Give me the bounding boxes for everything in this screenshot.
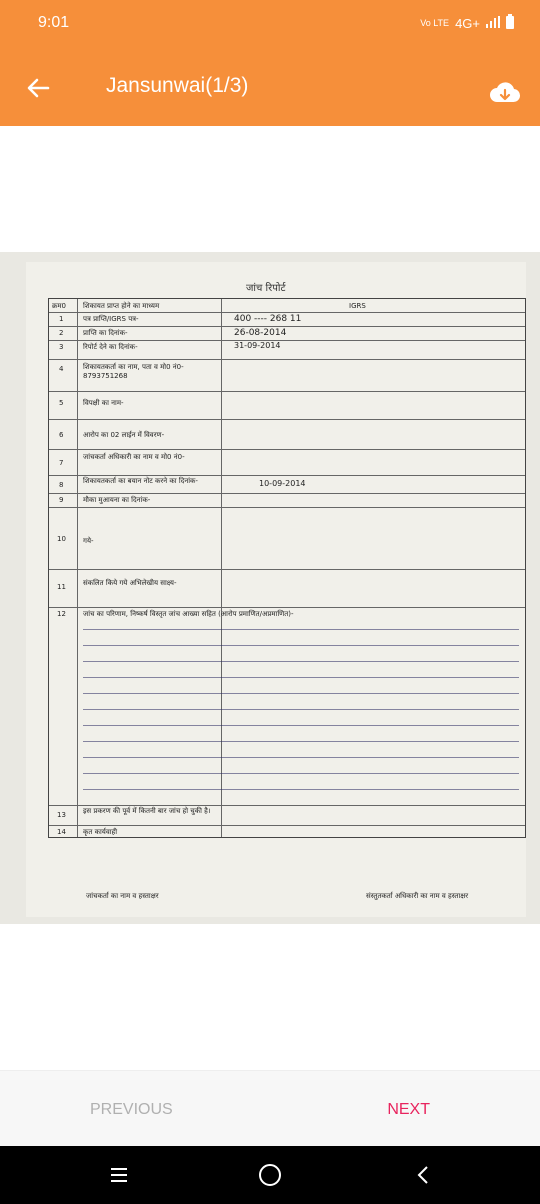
report-table	[48, 298, 526, 838]
row-label: आरोप का 02 लाईन में विवरण-	[83, 431, 165, 439]
row-label: गये-	[83, 537, 94, 545]
row-no: 4	[59, 365, 64, 373]
table-row-line	[49, 359, 525, 360]
document-title: जांच रिपोर्ट	[246, 283, 286, 294]
row-label: जांचकर्ता अधिकारी का नाम व मो0 नं0-	[83, 453, 185, 461]
pager-footer	[0, 1070, 540, 1147]
table-row-line	[49, 391, 525, 392]
cloud-download-icon[interactable]	[488, 76, 522, 110]
table-row-line	[49, 825, 525, 826]
row-label: विपक्षी का नाम-	[83, 399, 124, 407]
row-label: संकलित किये गये अभिलेखीय साक्ष्य-	[83, 579, 177, 587]
handwriting-line	[83, 629, 519, 630]
signal-icon	[486, 16, 500, 31]
system-nav-bar	[0, 1146, 540, 1204]
table-header-source: शिकायत प्राप्त होने का माध्यम	[83, 302, 160, 310]
table-header-no: क्रम0	[52, 302, 67, 310]
previous-button[interactable]: PREVIOUS	[90, 1101, 173, 1118]
status-icons	[420, 14, 514, 32]
row-no: 13	[57, 811, 66, 819]
row-label: कृत कार्यवाही	[83, 828, 118, 836]
page-title: Jansunwai(1/3)	[106, 74, 249, 97]
row-label: शिकायतकर्ता का बयान नोट करने का दिनांक-	[83, 477, 198, 485]
row-no: 7	[59, 459, 64, 467]
row-no: 5	[59, 399, 64, 407]
back-arrow-icon[interactable]	[22, 72, 54, 104]
table-row-line	[49, 805, 525, 806]
table-row-line	[49, 569, 525, 570]
handwriting-line	[83, 645, 519, 646]
status-time: 9:01	[38, 14, 70, 31]
document-image	[0, 252, 540, 924]
handwriting-line	[83, 709, 519, 710]
row-label: इस प्रकरण की पूर्व में कितनी बार जांच हो चुकी है।	[83, 807, 211, 815]
back-icon[interactable]	[408, 1160, 438, 1190]
row-no: 12	[57, 610, 66, 618]
row-no: 14	[57, 828, 66, 836]
table-row-line	[49, 340, 525, 341]
document-footer-right: संस्तुतकर्ता अधिकारी का नाम व हस्ताक्षर	[366, 892, 469, 900]
row-value: 26-08-2014	[234, 328, 287, 338]
row-label: रिपोर्ट देने का दिनांक-	[83, 343, 138, 351]
row-label: प्राप्ति का दिनांक-	[83, 329, 128, 337]
row-no: 6	[59, 431, 64, 439]
row-no: 1	[59, 315, 64, 323]
row-no: 2	[59, 329, 64, 337]
handwriting-line	[83, 693, 519, 694]
recent-apps-icon[interactable]	[104, 1160, 134, 1190]
status-bar	[0, 0, 540, 50]
row-value: 10-09-2014	[259, 479, 306, 488]
handwriting-line	[83, 773, 519, 774]
row-label: मौका मुआयना का दिनांक-	[83, 496, 151, 504]
network-label: 4G+	[455, 15, 480, 31]
handwriting-line	[83, 661, 519, 662]
table-row-line	[49, 475, 525, 476]
table-row-line	[49, 326, 525, 327]
table-header-igrs: IGRS	[349, 302, 366, 310]
row-no: 10	[57, 535, 66, 543]
next-button[interactable]: NEXT	[387, 1101, 430, 1118]
table-row-line	[49, 607, 525, 608]
table-row-line	[49, 312, 525, 313]
handwriting-line	[83, 725, 519, 726]
battery-icon	[506, 14, 514, 32]
document-footer-left: जांचकर्ता का नाम व हस्ताक्षर	[86, 892, 159, 900]
row-no: 9	[59, 496, 64, 504]
handwriting-line	[83, 677, 519, 678]
document-paper	[26, 262, 526, 917]
row-no: 3	[59, 343, 64, 351]
table-row-line	[49, 449, 525, 450]
app-bar	[0, 50, 540, 126]
table-row-line	[49, 507, 525, 508]
row-label: शिकायतकर्ता का नाम, पता व मो0 नं0-8793751268	[83, 363, 184, 380]
home-icon[interactable]	[255, 1160, 285, 1190]
handwriting-line	[83, 741, 519, 742]
row-label: पत्र प्राप्ति/IGRS पत्र-	[83, 315, 139, 323]
row-no: 8	[59, 481, 64, 489]
handwriting-line	[83, 789, 519, 790]
table-row-line	[49, 493, 525, 494]
table-row-line	[49, 419, 525, 420]
row-label: जांच का परिणाम, निष्कर्ष विस्तृत जांच आख्या सहित (आरोप प्रमाणित/अप्रमाणित)-	[83, 610, 294, 618]
row-value: 31-09-2014	[234, 341, 281, 350]
volte-icon: Vo LTE	[420, 17, 450, 28]
handwriting-line	[83, 757, 519, 758]
table-col-divider	[77, 299, 78, 837]
row-no: 11	[57, 583, 66, 591]
row-value: 400 ---- 268 11	[234, 314, 302, 324]
